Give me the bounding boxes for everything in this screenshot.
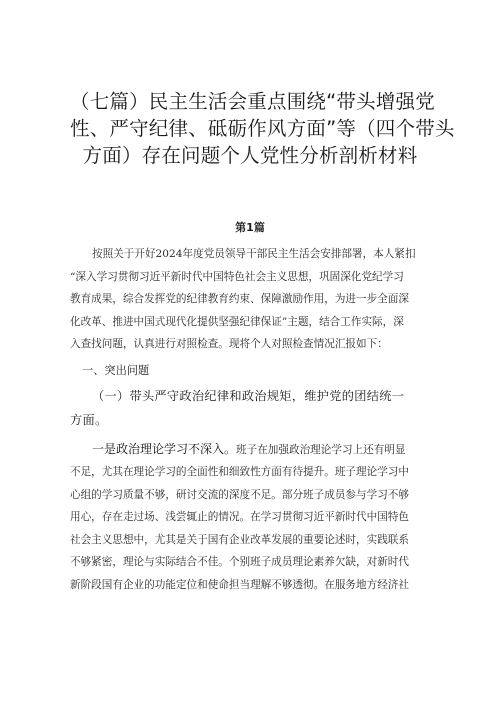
paragraph-line: “深入学习贯彻习近平新时代中国特色社会主义思想，巩固深化党纪学习	[70, 270, 404, 283]
title-line: 性、严守纪律、砥砺作风方面”等（四个带头	[70, 117, 455, 140]
paragraph-line: 社会主义思想中，尤其是关于国有企业改革发展的重要论述时，实践联系	[70, 533, 409, 546]
paragraph-line	[70, 438, 430, 462]
title-line: （七篇）民主生活会重点围绕“带头增强党	[70, 90, 435, 113]
paragraph-lead: 一是政治理论学习不深入。	[92, 441, 237, 456]
section-heading: 一、突出问题	[82, 363, 150, 377]
sub-heading-line: 方面。	[70, 412, 108, 427]
paragraph-line: 新阶段国有企业的功能定位和使命担当理解不够透彻。在服务地方经济社	[70, 578, 409, 591]
paragraph-line: 心组的学习质量不够，研讨交流的深度不足。部分班子成员参与学习不够	[70, 488, 409, 501]
part-heading: 第1篇	[235, 221, 265, 234]
intro-paragraph	[70, 243, 430, 356]
paragraph-line: 教育成果，综合发挥党的纪律教育约束、保障激励作用，为进一步全面深	[70, 293, 409, 305]
sub-heading-line: （一）带头严守政治纪律和政治规矩，维护党的团结统一	[92, 388, 405, 403]
paragraph-line: 不够紧密，理论与实际结合不佳。个别班子成员理论素养欠缺，对新时代	[70, 556, 409, 568]
paragraph-line: 不足，尤其在理论学习的全面性和细致性方面有待提升。班子理论学习中	[70, 466, 409, 478]
paragraph-line: 按照关于开好2024年度党员领导干部民主生活会安排部署，本人紧扣	[92, 248, 416, 260]
paragraph-line: 入查找问题，认真进行对照检查。现将个人对照检查情况汇报如下：	[70, 338, 388, 350]
paragraph-lead-rest: 班子在加强政治理论学习上还有明显	[236, 443, 406, 456]
sub-heading	[70, 384, 430, 432]
document-title	[70, 88, 455, 169]
paragraph-line: 化改革、推进中国式现代化提供坚强纪律保证”主题，结合工作实际，深	[70, 315, 404, 328]
paragraph-line: 用心，存在走过场、浅尝辄止的情况。在学习贯彻习近平新时代中国特色	[70, 511, 409, 523]
title-line: 方面）存在问题个人党性分析剖析材料	[82, 144, 418, 167]
body-paragraph	[70, 438, 430, 597]
